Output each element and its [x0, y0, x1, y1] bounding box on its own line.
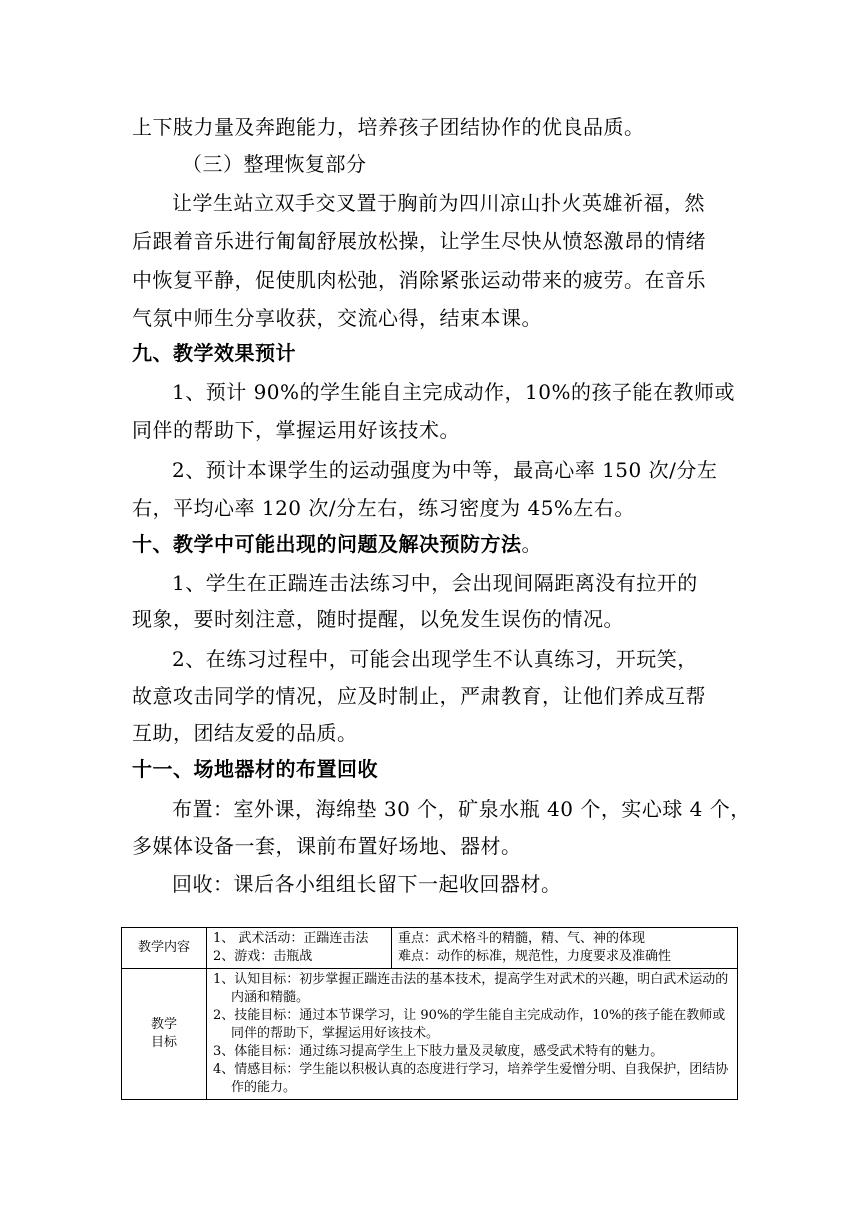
content-item: 1、 武术活动：正踹连击法	[213, 931, 369, 946]
section-heading-9: 九、教学效果预计	[132, 341, 296, 365]
goal-item: 4、情感目标：学生能以积极认真的态度进行学习，培养学生爱憎分明、自我保护，团结协作的能力。	[213, 1062, 729, 1095]
body-text-line: 回收：课后各小组组长留下一起收回器材。	[172, 872, 562, 896]
body-text-line: 2、预计本课学生的运动强度为中等，最高心率 150 次/分左	[172, 458, 718, 482]
teaching-content-label: 教学内容	[122, 928, 207, 969]
key-points-cell	[392, 928, 738, 969]
goal-item: 3、体能目标：通过练习提高学生上下肢力量及灵敏度，感受武术特有的魅力。	[213, 1044, 664, 1059]
goal-item: 2、技能目标：通过本节课学习，让 90%的学生能自主完成动作，10%的孩子能在教师或同伴的帮助下，掌握运用好该技术。	[213, 1008, 726, 1041]
label-line: 目标	[150, 1035, 177, 1050]
teaching-goals-label	[122, 969, 207, 1100]
body-text-line: 气氛中师生分享收获，交流心得，结束本课。	[132, 306, 542, 330]
goal-item: 1、认知目标：初步掌握正踹连击法的基本技术，提高学生对武术的兴趣，明白武术运动的内涵和精髓。	[213, 972, 729, 1005]
body-text-line: 布置：室外课，海绵垫 30 个，矿泉水瓶 40 个，实心球 4 个，	[172, 797, 751, 821]
key-point-item: 难点：动作的标准，规范性，力度要求及准确性	[398, 949, 672, 964]
section-heading-10	[132, 526, 542, 562]
body-text-line: 1、预计 90%的学生能自主完成动作，10%的孩子能在教师或	[172, 380, 735, 404]
body-text-line: 故意攻击同学的情况，应及时制止，严肃教育，让他们养成互帮	[132, 684, 706, 708]
body-text-line: 1、学生在正踹连击法练习中，会出现间隔距离没有拉开的	[172, 571, 698, 595]
key-point-item: 重点：武术格斗的精髓，精、气、神的体现	[398, 931, 646, 946]
body-text-line: 让学生站立双手交叉置于胸前为四川凉山扑火英雄祈福，然	[172, 191, 705, 215]
teaching-content-cell	[207, 928, 392, 969]
section-heading-10-period: 。	[521, 532, 542, 556]
section-subheading: （三）整理恢复部分	[182, 152, 367, 176]
body-text-line: 中恢复平静，促使肌肉松弛，消除紧张运动带来的疲劳。在音乐	[132, 268, 706, 292]
section-heading-11: 十一、场地器材的布置回收	[132, 757, 378, 781]
label-line: 教学	[150, 1017, 177, 1032]
table-row	[122, 928, 738, 969]
body-text-line: 后跟着音乐进行匍匐舒展放松操，让学生尽快从愤怒激昂的情绪	[132, 229, 706, 253]
body-text-line: 上下肢力量及奔跑能力，培养孩子团结协作的优良品质。	[132, 115, 645, 139]
content-item: 2、游戏：击瓶战	[213, 949, 313, 964]
lesson-plan-table	[121, 927, 738, 1100]
body-text-line: 2、在练习过程中，可能会出现学生不认真练习，开玩笑，	[172, 647, 698, 671]
body-text-line: 右，平均心率 120 次/分左右，练习密度为 45%左右。	[132, 496, 635, 520]
body-text-line: 多媒体设备一套，课前布置好场地、器材。	[132, 834, 522, 858]
body-text-line: 现象，要时刻注意，随时提醒，以免发生误伤的情况。	[132, 607, 624, 631]
section-heading-10-text: 十、教学中可能出现的问题及解决预防方法	[132, 532, 522, 556]
table-row	[122, 969, 738, 1100]
teaching-goals-cell	[207, 969, 738, 1100]
body-text-line: 互助，团结友爱的品质。	[132, 721, 358, 745]
body-text-line: 同伴的帮助下，掌握运用好该技术。	[132, 418, 460, 442]
